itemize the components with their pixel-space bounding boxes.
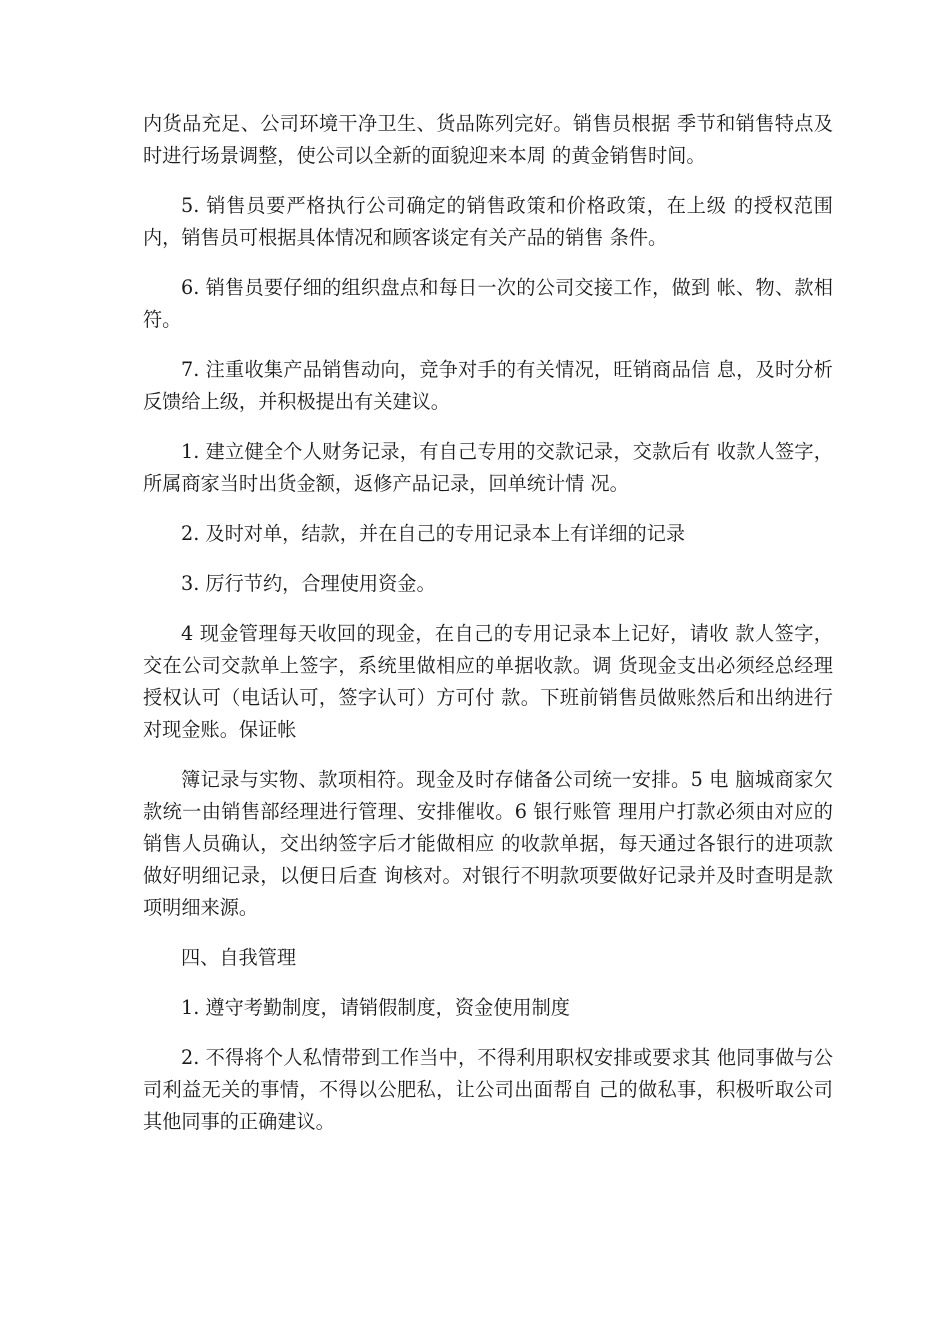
paragraph-11: 1. 遵守考勤制度，请销假制度，资金使用制度 bbox=[181, 996, 570, 1019]
paragraph-3: 6. 销售员要仔细的组织盘点和每日一次的公司交接工作，做到 帐、物、款相符。 bbox=[143, 276, 833, 331]
paragraph-6: 2. 及时对单，结款，并在自己的专用记录本上有详细的记录 bbox=[181, 522, 686, 545]
paragraph-5: 1. 建立健全个人财务记录，有自己专用的交款记录，交款后有 收款人签字，所属商家当时出货金额，返修产品记录，回单统计情 况。 bbox=[143, 440, 833, 495]
paragraph-12: 2. 不得将个人私情带到工作当中，不得利用职权安排或要求其 他同事做与公司利益无关的事情，不得以公肥私，让公司出面帮自 己的做私事，积极听取公司其他同事的正确建议。 bbox=[143, 1046, 833, 1133]
paragraph-2: 5. 销售员要严格执行公司确定的销售政策和价格政策，在上级 的授权范围内，销售员可根据具体情况和顾客谈定有关产品的销售 条件。 bbox=[143, 194, 833, 249]
document-page bbox=[143, 108, 833, 1156]
section-heading: 四、自我管理 bbox=[181, 946, 297, 969]
paragraph-8: 4 现金管理每天收回的现金，在自己的专用记录本上记好，请收 款人签字，交在公司交款单上签字，系统里做相应的单据收款。调 货现金支出必须经总经理授权认可（电话认可，签字认可）方可付 款。下班前销售员做账然后和出纳进行对现金账。保证帐 bbox=[143, 622, 833, 741]
paragraph-9: 簿记录与实物、款项相符。现金及时存储备公司统一安排。5 电 脑城商家欠款统一由销售部经理进行管理、安排催收。6 银行账管 理用户打款必须由对应的销售人员确认，交出纳签字后才能做相应 的收款单据，每天通过各银行的进项款做好明细记录，以便日后查 询核对。对银行不明款项要做好记录并及时查明是款项明细来源。 bbox=[143, 768, 833, 919]
paragraph-7: 3. 厉行节约，合理使用资金。 bbox=[181, 572, 436, 595]
paragraph-1: 内货品充足、公司环境干净卫生、货品陈列完好。销售员根据 季节和销售特点及时进行场景调整，使公司以全新的面貌迎来本周 的黄金销售时间。 bbox=[143, 112, 833, 167]
paragraph-4: 7. 注重收集产品销售动向，竞争对手的有关情况，旺销商品信 息，及时分析反馈给上级，并积极提出有关建议。 bbox=[143, 358, 833, 413]
